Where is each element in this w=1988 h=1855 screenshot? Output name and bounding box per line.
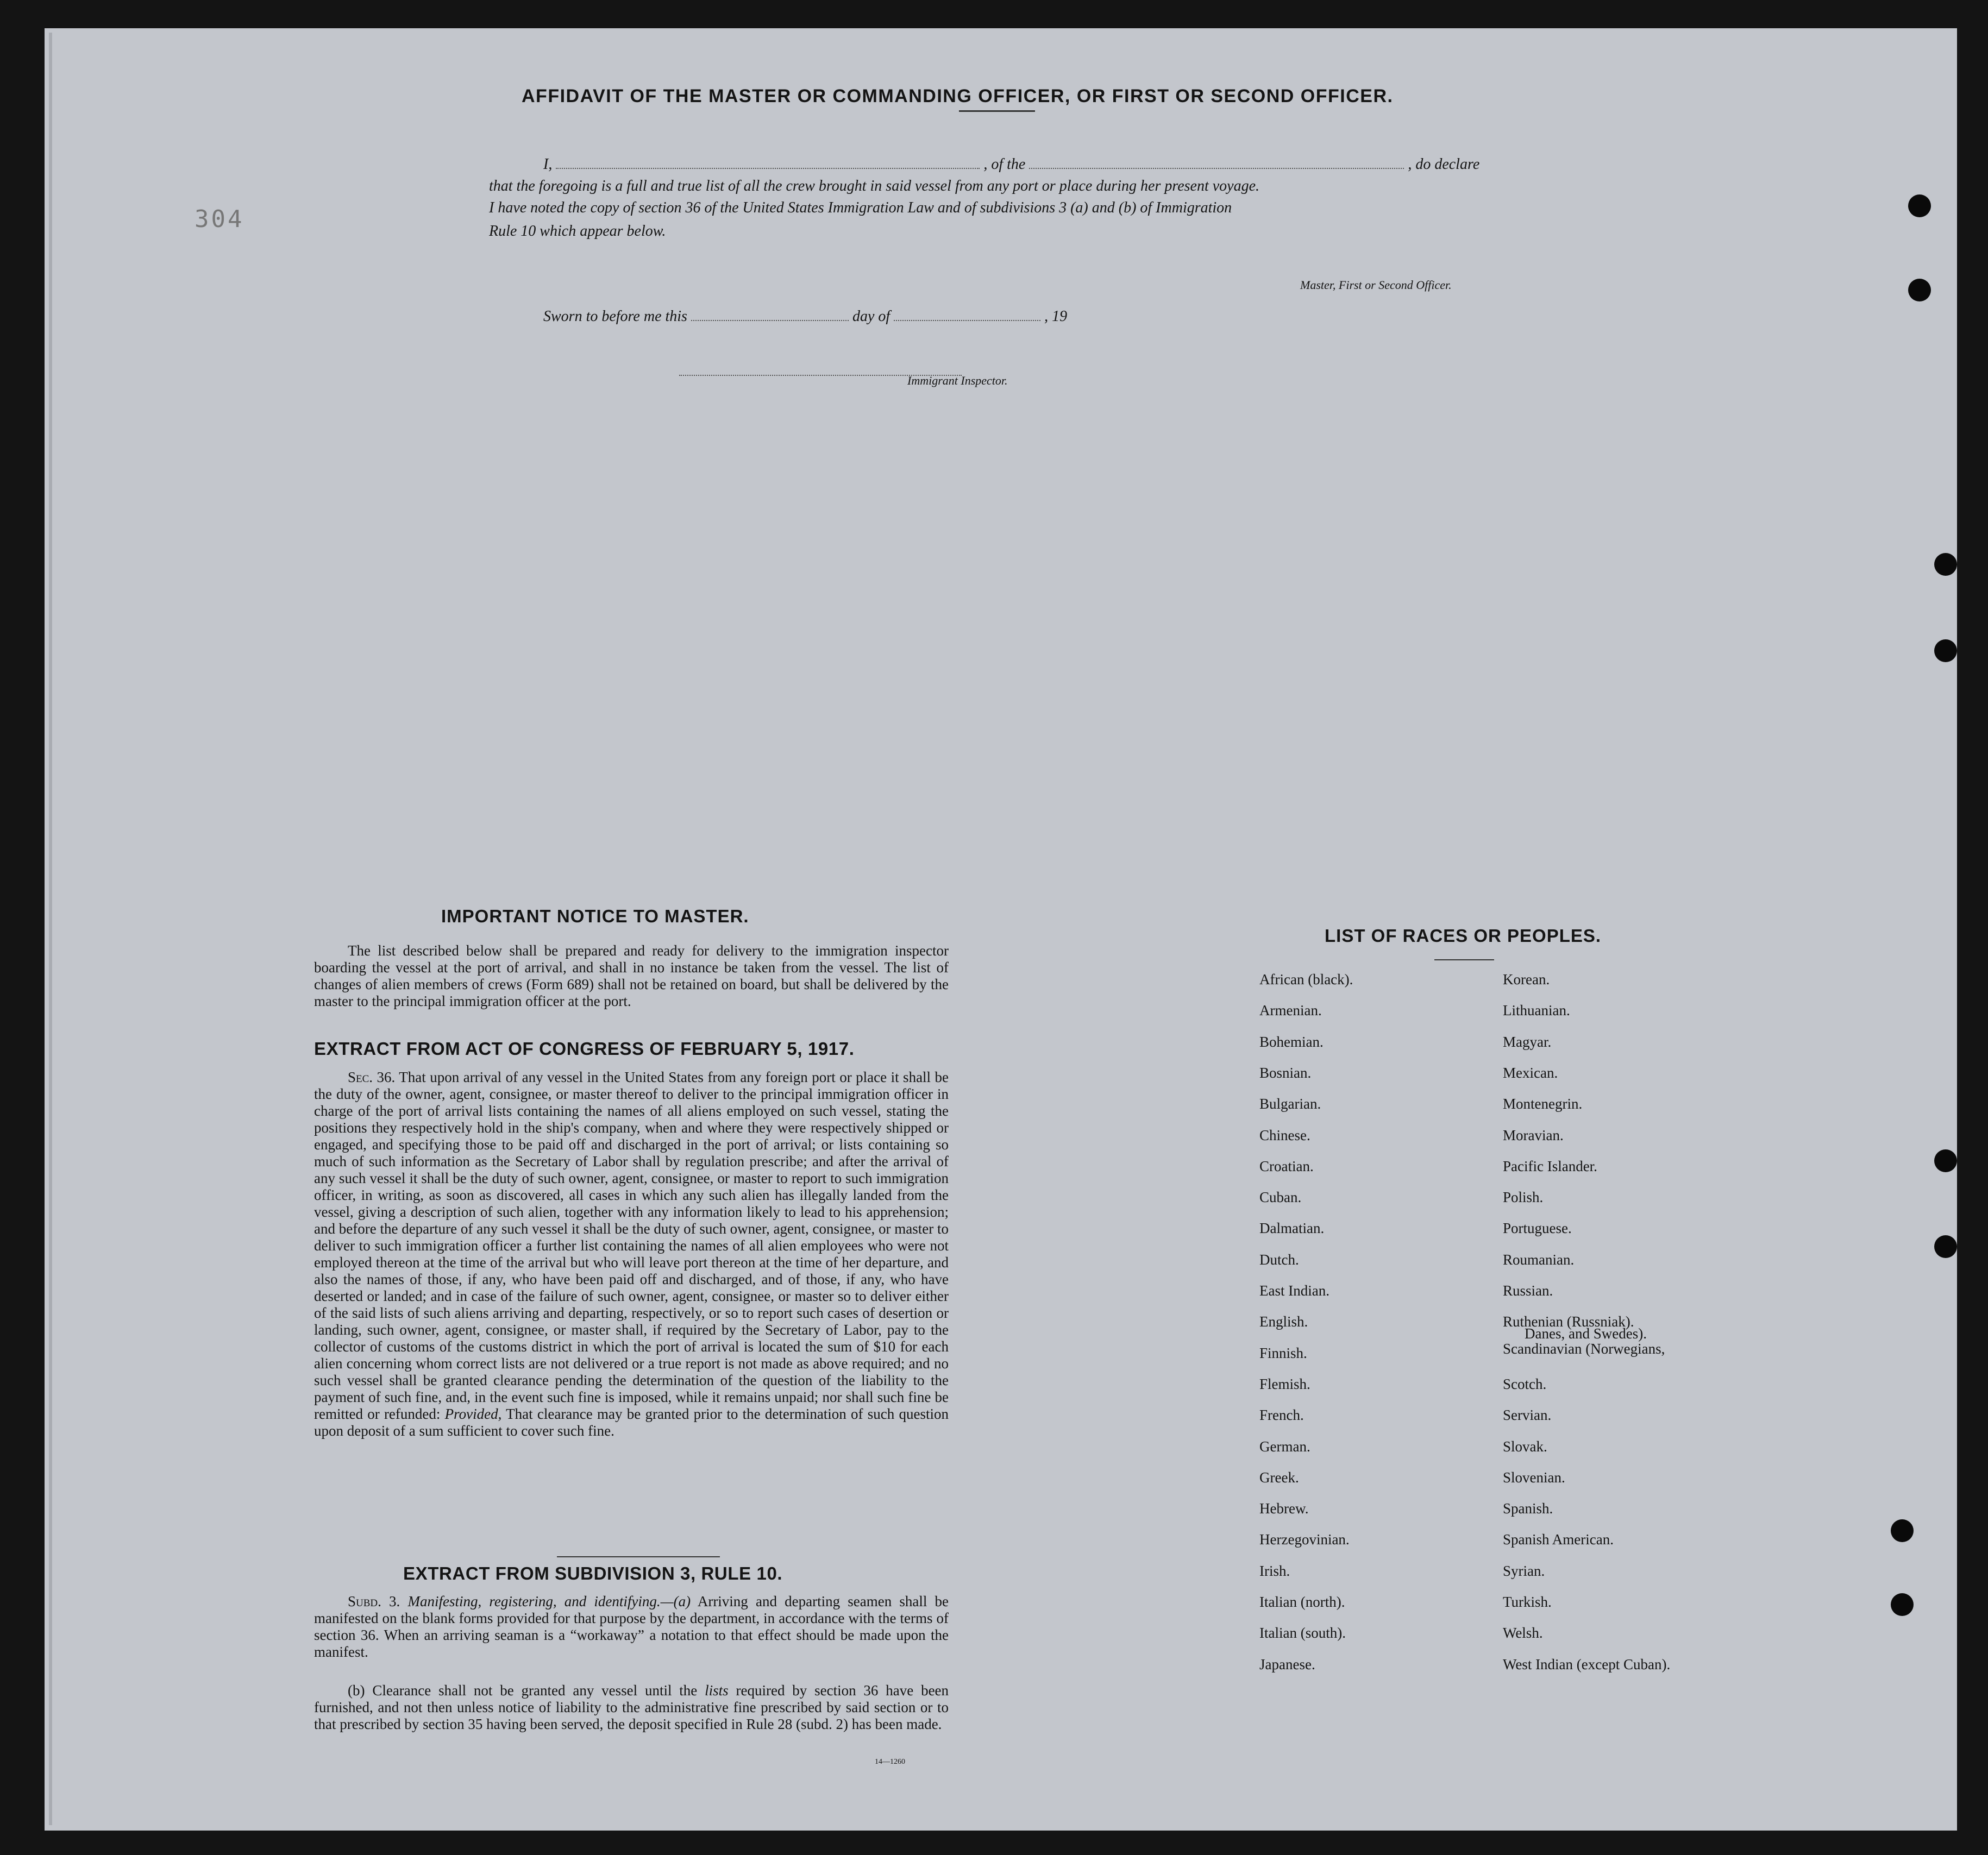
declaration-do-declare: , do declare <box>1408 156 1480 173</box>
rule-divider <box>557 1556 720 1557</box>
lists-word: lists <box>705 1682 729 1699</box>
race-item: Servian. <box>1503 1407 1552 1424</box>
act-extract-text <box>314 1069 949 1439</box>
signature-label: Master, First or Second Officer. <box>1300 278 1452 292</box>
race-item: French. <box>1259 1407 1304 1424</box>
declaration-line-3: I have noted the copy of section 36 of the United States Immigration Law and of subdivisions 3 (a) and (b) of Immigration <box>489 199 1232 216</box>
notice-text <box>314 942 949 1010</box>
race-item: Bulgarian. <box>1259 1096 1321 1112</box>
race-item: Irish. <box>1259 1562 1290 1579</box>
binder-hole-6 <box>1934 1235 1957 1258</box>
subdivision-title: Manifesting, registering, and identifying.—(a) <box>407 1593 691 1609</box>
race-item: Greek. <box>1259 1469 1299 1486</box>
section-36-body: That upon arrival of any vessel in the United States from any foreign port or place it shall be the duty of the owner, agent, consignee, or master thereof to deliver to the principal immigration officer in charge of the port of arrival lists containing the names of all aliens employed on such vessel, stating the positions they respectively hold in the ship's company, when and where they were respectively shipped or engaged, and specifying those to be paid off and discharged in the port of arrival; or lists containing so much of such information as the Secretary of Labor shall by regulation prescribe; and after the arrival of any such vessel it shall be the duty of such owner, agent, consignee, or master to report to such immigration officer, in writing, as soon as discovered, all cases in which any such alien has illegally landed from the vessel, giving a description of such alien, together with any information likely to lead to his apprehension; and before the departure of any such vessel it shall be the duty of such owner, agent, consignee, or master to deliver to such immigration officer a further list containing the names of all alien employees who were not employed thereon at the time of the arrival but who will leave port thereon at the time of her departure, and also the names of those, if any, who have been paid off and discharged, and of those, if any, who have deserted or landed; and in case of the failure of such owner, agent, consignee, or master so to deliver either of the said lists of such aliens arriving and departing, respectively, or so to report such cases of desertion or landing, such owner, agent, consignee, or master shall, if required by the Secretary of Labor, pay to the collector of customs of the customs district in which the port of arrival is located the sum of $10 for each alien concerning whom correct lists are not delivered or a true report is not made as above required; and no such vessel shall be granted clearance pending the determination of the question of the liability to the payment of such fine, and, in the event such fine is imposed, while it remains unpaid; nor shall such fine be remitted or refunded: <box>314 1069 949 1422</box>
race-item: Slovenian. <box>1503 1469 1565 1486</box>
sworn-before-me: Sworn to before me this <box>543 308 687 325</box>
subdivision-b-label: (b) <box>348 1682 365 1699</box>
document-page <box>45 28 1957 1831</box>
race-item: Turkish. <box>1503 1594 1552 1610</box>
race-item: Montenegrin. <box>1503 1096 1583 1112</box>
affidavit-title: AFFIDAVIT OF THE MASTER OR COMMANDING OFFICER, OR FIRST OR SECOND OFFICER. <box>522 86 1394 106</box>
race-item: Herzegovinian. <box>1259 1531 1350 1548</box>
declaration-i: I, <box>543 156 553 173</box>
race-item: Japanese. <box>1259 1656 1315 1672</box>
race-item: Cuban. <box>1259 1189 1302 1206</box>
race-item: Italian (north). <box>1259 1594 1345 1610</box>
section-36-end: That clearance may be granted prior to the determination of such question upon deposit of a sum sufficient to cover such fine. <box>314 1406 949 1439</box>
race-item: Scandinavian (Norwegians, <box>1503 1340 1665 1357</box>
sworn-year: , 19 <box>1044 308 1068 325</box>
race-item: Polish. <box>1503 1189 1544 1206</box>
page-fold-shadow <box>49 33 52 1825</box>
race-item: Spanish. <box>1503 1500 1553 1517</box>
race-item: Spanish American. <box>1503 1531 1614 1548</box>
race-item: African (black). <box>1259 971 1353 988</box>
race-item: Armenian. <box>1259 1002 1322 1019</box>
notice-body: The list described below shall be prepared and ready for delivery to the immigration inspector boarding the vessel at the port of arrival, and shall in no instance be taken from the vessel. The list of changes of alien members of crews (Form 689) shall not be retained on board, but shall be delivered by the master to the principal immigration officer at the port. <box>314 942 949 1009</box>
race-item: German. <box>1259 1438 1310 1455</box>
binder-hole-5 <box>1934 1149 1957 1172</box>
sworn-day-blank[interactable] <box>691 320 849 321</box>
act-extract-heading: EXTRACT FROM ACT OF CONGRESS OF FEBRUARY 5, 1917. <box>314 1039 855 1059</box>
race-item: Roumanian. <box>1503 1251 1575 1268</box>
race-item: Flemish. <box>1259 1375 1310 1392</box>
form-number: 14—1260 <box>875 1758 905 1766</box>
sworn-day-of: day of <box>852 308 890 325</box>
race-item: Mexican. <box>1503 1064 1558 1081</box>
race-item: Slovak. <box>1503 1438 1547 1455</box>
binder-hole-3 <box>1934 553 1957 576</box>
race-item: West Indian (except Cuban). <box>1503 1656 1671 1672</box>
race-item: Bohemian. <box>1259 1033 1324 1050</box>
race-item: Syrian. <box>1503 1562 1545 1579</box>
title-underline <box>959 110 1035 112</box>
race-item: Lithuanian. <box>1503 1002 1570 1019</box>
race-item: Portuguese. <box>1503 1220 1572 1237</box>
race-item: Russian. <box>1503 1282 1553 1299</box>
binder-hole-7 <box>1891 1519 1914 1542</box>
declaration-line-1 <box>543 156 1479 173</box>
race-item: Moravian. <box>1503 1127 1564 1143</box>
races-heading-underline <box>1434 959 1494 960</box>
race-item: Pacific Islander. <box>1503 1158 1597 1174</box>
subdivision-a-body: Arriving and departing seamen shall be manifested on the blank forms provided for that purpose by the department, in accordance with the terms of section 36. When an arriving seaman is a “workaway” a notation to that effect should be made upon the manifest. <box>314 1593 949 1660</box>
race-item: Chinese. <box>1259 1127 1310 1143</box>
race-item: Bosnian. <box>1259 1064 1312 1081</box>
sworn-line <box>543 308 1067 325</box>
subdivision-b-body-1: Clearance shall not be granted any vessel until the <box>372 1682 698 1699</box>
section-label: Sec. 36. <box>348 1069 396 1085</box>
race-item: Welsh. <box>1503 1625 1543 1642</box>
race-item: Scotch. <box>1503 1375 1547 1392</box>
notice-heading: IMPORTANT NOTICE TO MASTER. <box>441 906 749 926</box>
subdivision-label: Subd. 3. <box>348 1593 400 1609</box>
rule-extract-text-b <box>314 1682 949 1733</box>
race-item: Danes, and Swedes). <box>1525 1325 1647 1342</box>
races-heading: LIST OF RACES OR PEOPLES. <box>1325 926 1602 946</box>
race-item: East Indian. <box>1259 1282 1329 1299</box>
race-item: Magyar. <box>1503 1033 1552 1050</box>
binder-hole-2 <box>1908 279 1931 301</box>
race-item: English. <box>1259 1313 1308 1330</box>
declaration-of-the: , of the <box>983 156 1026 173</box>
race-item: Croatian. <box>1259 1158 1314 1174</box>
inspector-label: Immigrant Inspector. <box>907 374 1008 387</box>
race-item: Dalmatian. <box>1259 1220 1325 1237</box>
subdivision-b-body-2: required by section 36 have been furnished, and not then unless notice of liability to the administrative fine prescribed by said section or to that prescribed by section 35 having been served, the deposit specified in Rule 28 (subd. 2) has been made. <box>314 1682 949 1732</box>
binder-hole-4 <box>1934 639 1957 662</box>
race-item: Finnish. <box>1259 1344 1307 1361</box>
race-item: Italian (south). <box>1259 1625 1346 1642</box>
provided-word: Provided, <box>444 1406 502 1422</box>
page-number: 304 <box>195 205 244 233</box>
race-item: Hebrew. <box>1259 1500 1309 1517</box>
name-blank[interactable] <box>556 168 980 169</box>
race-item: Dutch. <box>1259 1251 1299 1268</box>
declaration-line-4: Rule 10 which appear below. <box>489 223 666 240</box>
binder-hole-1 <box>1908 194 1931 217</box>
sworn-month-blank[interactable] <box>894 320 1040 321</box>
vessel-blank[interactable] <box>1029 168 1404 169</box>
binder-hole-8 <box>1891 1593 1914 1616</box>
rule-extract-text-a <box>314 1593 949 1661</box>
race-item: Ruthenian (Russniak). <box>1503 1313 1634 1330</box>
race-item: Korean. <box>1503 971 1550 988</box>
rule-extract-heading: EXTRACT FROM SUBDIVISION 3, RULE 10. <box>403 1563 783 1583</box>
declaration-line-2: that the foregoing is a full and true list of all the crew brought in said vessel from any port or place during her present voyage. <box>489 178 1260 194</box>
